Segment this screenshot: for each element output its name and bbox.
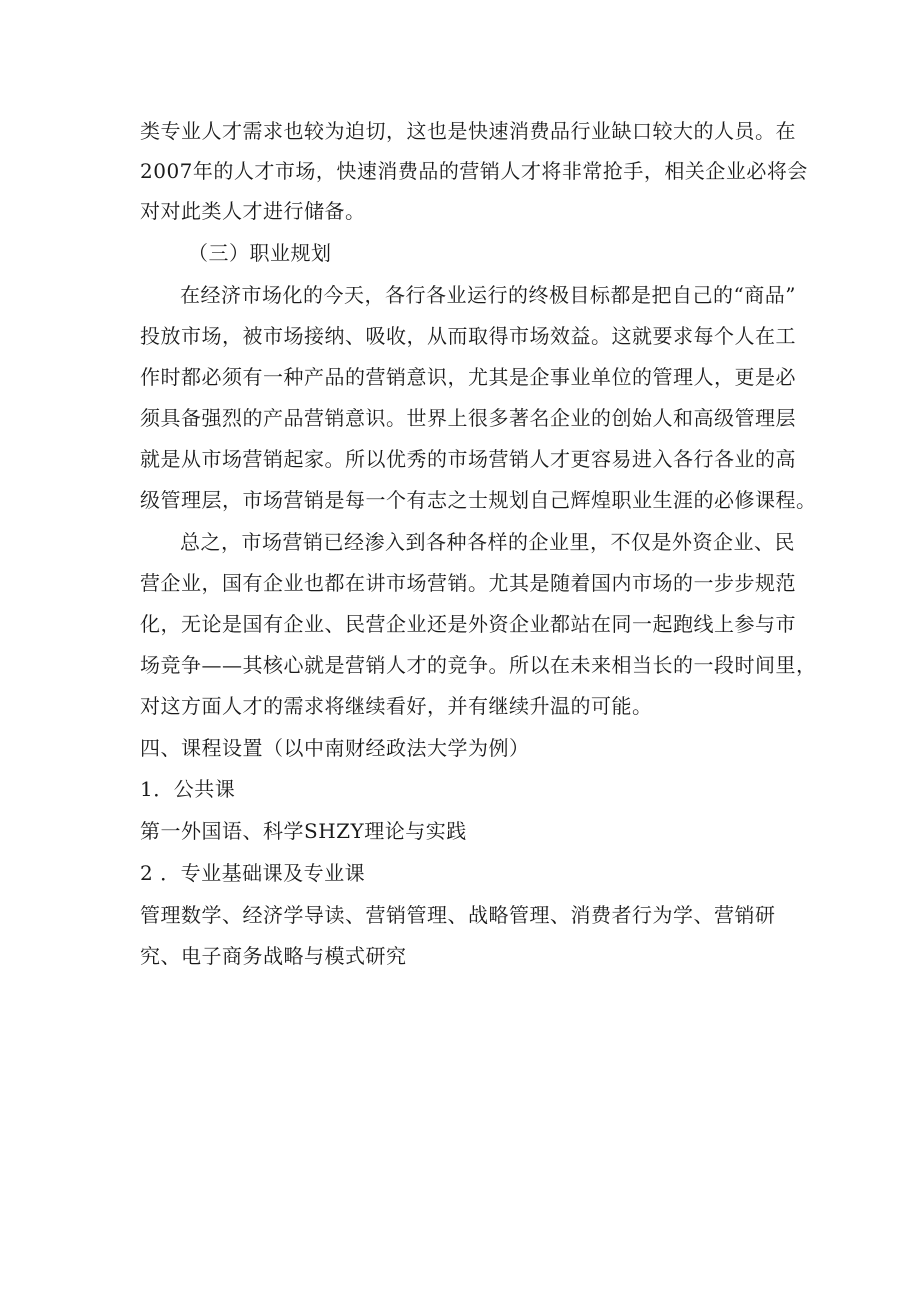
paragraph-line: 2007年的人才市场，快速消费品的营销人才将非常抢手，相关企业必将会 bbox=[140, 159, 808, 183]
list-content-public-courses: 第一外国语、科学SHZY理论与实践 bbox=[140, 819, 467, 843]
paragraph-line: 营企业，国有企业也都在讲市场营销。尤其是随着国内市场的一步步规范 bbox=[140, 571, 796, 595]
paragraph-line: 对对此类人才进行储备。 bbox=[140, 199, 366, 223]
paragraph-line: 作时都必须有一种产品的营销意识，尤其是企事业单位的管理人，更是必 bbox=[140, 365, 796, 389]
paragraph-line: 级管理层，市场营销是每一个有志之士规划自己辉煌职业生涯的必修课程。 bbox=[140, 488, 817, 512]
paragraph-line: 场竞争——其核心就是营销人才的竞争。所以在未来相当长的一段时间里， bbox=[140, 653, 817, 677]
paragraph-line: 就是从市场营销起家。所以优秀的市场营销人才更容易进入各行各业的高 bbox=[140, 447, 796, 471]
list-content-major-courses: 管理数学、经济学导读、营销管理、战略管理、消费者行为学、营销研 bbox=[140, 903, 776, 927]
section-heading-course-setup: 四、课程设置（以中南财经政法大学为例） bbox=[140, 736, 530, 760]
paragraph-line: 在经济市场化的今天，各行各业运行的终极目标都是把自己的“商品” bbox=[180, 283, 796, 307]
list-heading-public-courses: 1．公共课 bbox=[140, 777, 236, 801]
list-content-major-courses: 究、电子商务战略与模式研究 bbox=[140, 944, 407, 968]
list-heading-major-courses: 2 ．专业基础课及专业课 bbox=[140, 861, 366, 885]
paragraph-line: 总之，市场营销已经渗入到各种各样的企业里，不仅是外资企业、民 bbox=[180, 530, 795, 554]
paragraph-line: 须具备强烈的产品营销意识。世界上很多著名企业的创始人和高级管理层 bbox=[140, 406, 796, 430]
paragraph-line: 类专业人才需求也较为迫切，这也是快速消费品行业缺口较大的人员。在 bbox=[140, 119, 796, 143]
paragraph-line: 对这方面人才的需求将继续看好，并有继续升温的可能。 bbox=[140, 694, 653, 718]
section-heading-career-planning: （三）职业规划 bbox=[188, 241, 332, 265]
paragraph-line: 化，无论是国有企业、民营企业还是外资企业都站在同一起跑线上参与市 bbox=[140, 612, 796, 636]
paragraph-line: 投放市场，被市场接纳、吸收，从而取得市场效益。这就要求每个人在工 bbox=[140, 324, 796, 348]
